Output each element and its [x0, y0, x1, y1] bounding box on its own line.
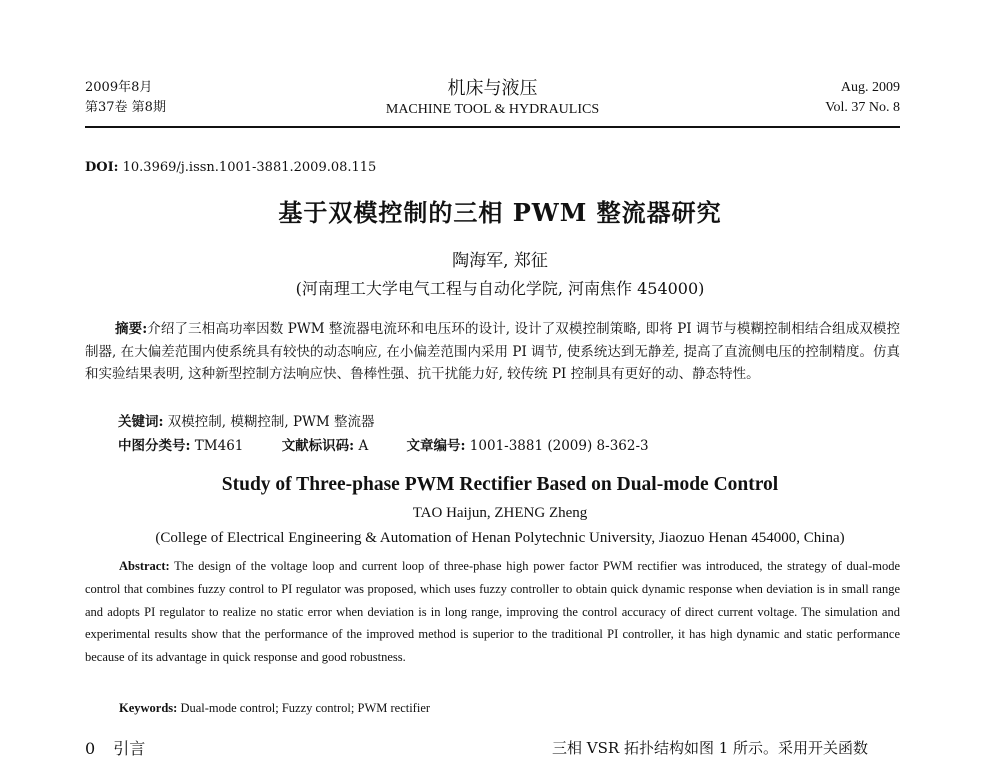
abstract-en-text: The design of the voltage loop and current loop of three-phase high power factor PWM rectifier was introduced, the strategy of dual-mode control that combines fuzzy control to PI regulator was proposed, which uses fuzzy controller to obtain quick dynamic response when deviation is in small range and adopts PI regulator to realize no static error when deviation is in long range, improving the control accuracy of direct current voltage. The simulation and experimental results show that the performance of the improved method is superior to the traditional PI controller, it has high dynamic and static performance because of its advantage in quick response and good robustness.: [85, 559, 901, 665]
abstract-cn-label: 摘要:: [115, 321, 148, 337]
journal-header: [85, 78, 900, 124]
doc-code-value: A: [358, 438, 369, 454]
keywords-cn-label: 关键词:: [118, 414, 164, 430]
paper-title-en: Study of Three-phase PWM Rectifier Based on Dual-mode Control: [221, 474, 779, 495]
article-no-value: 1001-3881 (2009) 8-362-3: [469, 438, 649, 454]
header-date-en: Aug. 2009: [840, 80, 900, 95]
right-column-text: 三相 VSR 拓扑结构如图 1 所示。采用开关函数: [552, 739, 869, 757]
header-issue-cn: 第37卷 第8期: [85, 100, 166, 115]
abstract-cn: [85, 318, 900, 386]
keywords-cn-text: 双模控制, 模糊控制, PWM 整流器: [167, 414, 375, 430]
clc-value: TM461: [194, 438, 244, 454]
section-heading: [85, 736, 145, 759]
classification-line: [118, 434, 683, 454]
keywords-cn: [118, 410, 375, 430]
abstract-en: [85, 555, 900, 669]
journal-name-cn: 机床与液压: [447, 78, 538, 99]
authors-en: TAO Haijun, ZHENG Zheng: [412, 505, 588, 521]
header-issue-en: Vol. 37 No. 8: [825, 100, 900, 115]
section-number: 0: [85, 739, 96, 758]
abstract-en-label: Abstract:: [119, 559, 170, 573]
doi-label: DOI:: [85, 160, 119, 175]
keywords-en-text: Dual-mode control; Fuzzy control; PWM rectifier: [180, 701, 431, 715]
header-date-cn: 2009年8月: [85, 80, 153, 95]
doi-value: 10.3969/j.issn.1001-3881.2009.08.115: [122, 160, 377, 175]
paper-title-cn: 基于双模控制的三相 PWM 整流器研究: [278, 198, 722, 227]
affiliation-en: (College of Electrical Engineering & Automation of Henan Polytechnic University, Jiaozuo Henan 454000, China): [155, 530, 845, 546]
doc-code-label: 文献标识码:: [281, 438, 355, 454]
affiliation-cn: (河南理工大学电气工程与自动化学院, 河南焦作 454000): [295, 279, 705, 298]
article-no-label: 文章编号:: [406, 438, 466, 454]
journal-name-en: MACHINE TOOL & HYDRAULICS: [385, 102, 600, 117]
doi-line: [85, 160, 376, 175]
header-divider: [85, 126, 900, 128]
section-title: 引言: [113, 739, 146, 758]
header-center: [85, 78, 900, 120]
keywords-en-label: Keywords:: [119, 701, 178, 715]
header-right: [825, 78, 900, 118]
clc-label: 中图分类号:: [118, 438, 191, 454]
abstract-cn-text: 介绍了三相高功率因数 PWM 整流器电流环和电压环的设计, 设计了双模控制策略, 即将 PI 调节与模糊控制相结合组成双模控制器, 在大偏差范围内使系统具有较快的动态响应, 在小偏差范围内采用 PI 调节, 使系统达到无静差, 提高了直流侧电压的控制精度。仿真和实验结果表明, 这种新型控制方法响应快、鲁棒性强、抗干扰能力好, 较传统 PI 控制具有更好的动、静态特性。: [85, 321, 901, 382]
keywords-en: [119, 701, 430, 716]
authors-cn: 陶海军, 郑征: [452, 251, 548, 271]
